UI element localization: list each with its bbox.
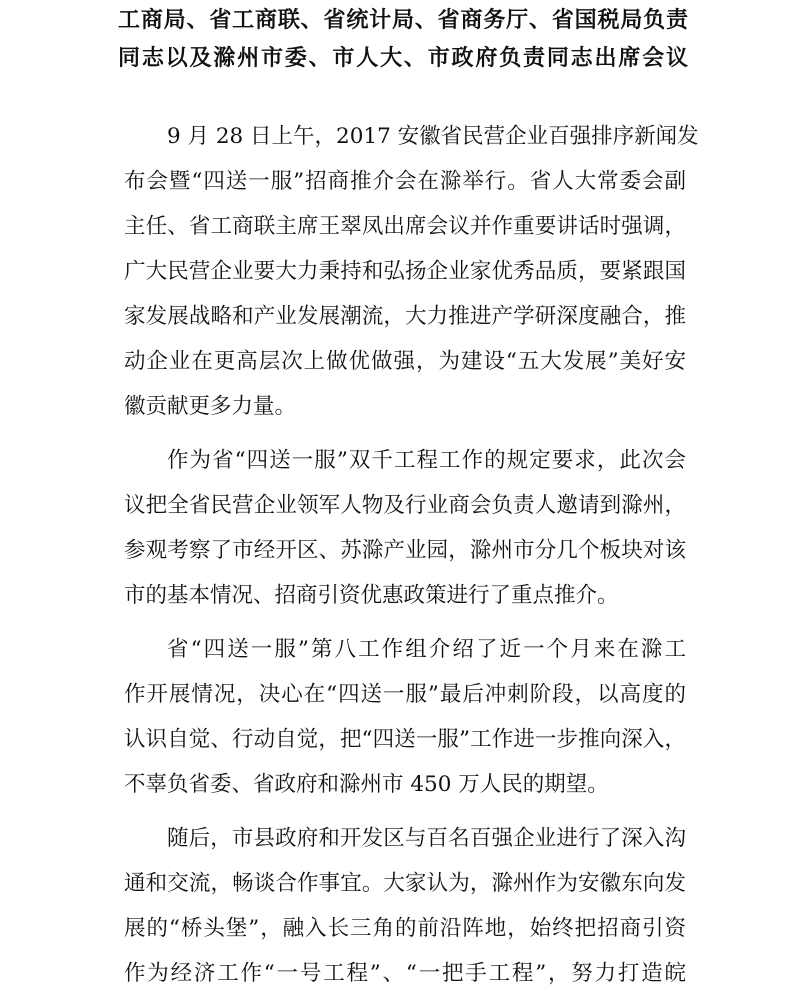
- paragraph-line: 议把全省民营企业领军人物及行业商会负责人邀请到滁州，: [124, 493, 686, 518]
- document-body: [124, 114, 699, 1005]
- paragraph: [124, 627, 686, 807]
- paragraph: [124, 438, 686, 618]
- paragraph-line: 参观考察了市经开区、苏滁产业园，滁州市分几个板块对该: [124, 538, 686, 563]
- paragraph-line: 徽贡献更多力量。: [124, 394, 297, 419]
- title-line: 工商局、省工商联、省统计局、省商务厅、省国税局负责: [118, 8, 688, 33]
- paragraph-line: 主任、省工商联主席王翠凤出席会议并作重要讲话时强调，: [124, 214, 686, 239]
- paragraph-line: 随后，市县政府和开发区与百名百强企业进行了深入沟: [167, 826, 686, 851]
- paragraph-line: 不辜负省委、省政府和滁州市 450 万人民的期望。: [124, 772, 609, 797]
- paragraph-line: 作为经济工作“一号工程”、“一把手工程”，努力打造皖: [124, 961, 686, 986]
- paragraph: [124, 114, 699, 429]
- document-title: [118, 2, 688, 78]
- paragraph-line: 展的“桥头堡”，融入长三角的前沿阵地，始终把招商引资: [124, 916, 686, 941]
- paragraph-line: 市的基本情况、招商引资优惠政策进行了重点推介。: [124, 583, 619, 608]
- paragraph-line: 作为省“四送一服”双千工程工作的规定要求，此次会: [167, 448, 686, 473]
- paragraph-line: 广大民营企业要大力秉持和弘扬企业家优秀品质，要紧跟国: [124, 259, 686, 284]
- paragraph-line: 9 月 28 日上午，2017 安徽省民营企业百强排序新闻发: [167, 124, 699, 149]
- title-line: 同志以及滁州市委、市人大、市政府负责同志出席会议: [118, 46, 688, 71]
- paragraph-line: 布会暨“四送一服”招商推介会在滁举行。省人大常委会副: [124, 169, 686, 194]
- paragraph: [124, 816, 686, 996]
- paragraph-line: 通和交流，畅谈合作事宜。大家认为，滁州作为安徽东向发: [124, 871, 686, 896]
- paragraph-line: 作开展情况，决心在“四送一服”最后冲刺阶段，以高度的: [124, 682, 686, 707]
- paragraph-line: 省“四送一服”第八工作组介绍了近一个月来在滁工: [167, 637, 686, 662]
- paragraph-line: 动企业在更高层次上做优做强，为建设“五大发展”美好安: [124, 349, 686, 374]
- paragraph-line: 家发展战略和产业发展潮流，大力推进产学研深度融合，推: [124, 304, 686, 329]
- paragraph-line: 认识自觉、行动自觉，把“四送一服”工作进一步推向深入，: [124, 727, 686, 752]
